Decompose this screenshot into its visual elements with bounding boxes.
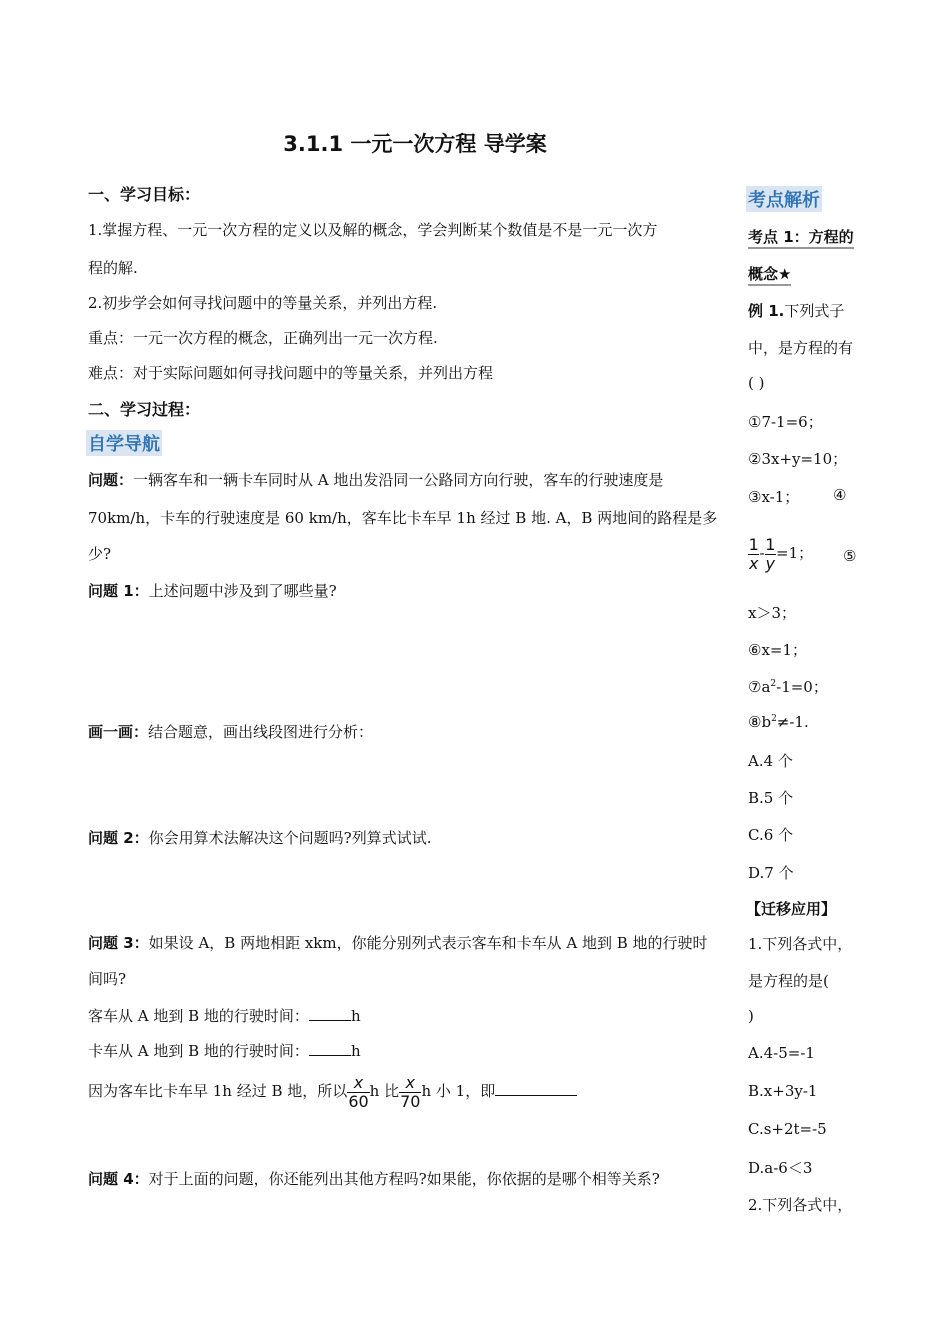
option-item-4-tail: =1； (776, 544, 814, 563)
because-text-b: h 比 (369, 1082, 400, 1101)
option-item-6: ⑥x=1； (748, 641, 808, 659)
question-3-line-1 (88, 932, 708, 953)
page-title: 3.1.1 一元一次方程 导学案 (283, 132, 547, 156)
choice-a: A.4 个 (748, 752, 793, 770)
transfer-2-line-1: 2.下列各式中， (748, 1196, 853, 1214)
question-1-label: 问题 1： (88, 582, 149, 600)
transfer-choice-c: C.s+2t=-5 (748, 1120, 827, 1138)
problem-label: 问题： (88, 471, 134, 489)
option-item-8: $⑧b^2\ne-1$. (748, 713, 809, 731)
goal-1-line-1: 1.掌握方程、一元一次方程的定义以及解的概念，学会判断某个数值是不是一元一次方 (88, 221, 658, 239)
because-text-a: 因为客车比卡车早 1h 经过 B 地，所以 (88, 1082, 348, 1101)
option-item-4: $\frac{1}{x}$ - $\frac{1}{y}$ =1； (748, 535, 814, 573)
example-1-line-1 (748, 300, 844, 321)
choice-c: C.6 个 (748, 826, 794, 844)
problem-line-1 (88, 469, 663, 490)
option-item-7: $⑦a^2-1=0$； (748, 678, 828, 696)
section-heading-process: 二、学习过程： (88, 400, 201, 419)
draw-task (88, 721, 373, 742)
transfer-1-line-2: 是方程的是( (748, 972, 829, 990)
transfer-choice-d: D.a-6＜3 (748, 1159, 813, 1177)
truck-time-blank[interactable] (309, 1055, 351, 1056)
choice-b: B.5 个 (748, 789, 794, 807)
draw-label: 画一画： (88, 723, 149, 741)
question-4-label: 问题 4： (88, 1170, 149, 1188)
option-item-5-marker: ⑤ (843, 547, 857, 565)
section-heading-goals: 一、学习目标： (88, 185, 201, 204)
choice-d: D.7 个 (748, 864, 794, 882)
problem-line-2: 70km/h，卡车的行驶速度是 60 km/h，客车比卡车早 1h 经过 B 地. A，B 两地间的路程是多 (88, 509, 718, 527)
question-1-text: 上述问题中涉及到了哪些量? (148, 582, 337, 600)
question-2-label: 问题 2： (88, 829, 149, 847)
draw-text: 结合题意，画出线段图进行分析： (148, 723, 374, 741)
transfer-heading: 【迁移应用】 (746, 900, 837, 918)
truck-time-unit: h (350, 1042, 361, 1060)
goal-2: 2.初步学会如何寻找问题中的等量关系，并列出方程. (88, 294, 438, 312)
bus-time-blank[interactable] (309, 1020, 351, 1021)
transfer-1-line-1: 1.下列各式中， (748, 935, 853, 953)
fraction-x-over-60: $\frac{x}{60}$ (348, 1073, 369, 1111)
question-2-text: 你会用算术法解决这个问题吗?列算式试试. (148, 829, 432, 847)
bus-time-label: 客车从 A 地到 B 地的行驶时间： (88, 1007, 309, 1025)
fraction-1-over-y: $\frac{1}{y}$ (765, 535, 776, 573)
question-3-label: 问题 3： (88, 934, 149, 952)
problem-text-1: 一辆客车和一辆卡车同时从 A 地出发沿同一公路同方向行驶，客车的行驶速度是 (133, 471, 664, 489)
kaodian-line-1: 考点 1：方程的 (748, 226, 854, 247)
question-1 (88, 580, 337, 601)
bus-time-row (88, 1005, 361, 1026)
option-item-5: x＞3； (748, 604, 797, 622)
option-item-2: ②3x+y=10； (748, 450, 848, 468)
example-text-1: 下列式子 (784, 302, 845, 320)
because-text-c: h 小 1，即 (421, 1082, 496, 1101)
transfer-choice-b: B.x+3y-1 (748, 1082, 818, 1100)
fraction-1-over-x: $\frac{1}{x}$ (748, 535, 759, 573)
transfer-choice-a: A.4-5=-1 (748, 1044, 815, 1062)
transfer-1-line-3: ) (748, 1007, 754, 1025)
difficulty: 难点：对于实际问题如何寻找问题中的等量关系，并列出方程 (88, 364, 494, 382)
key-point: 重点：一元一次方程的概念，正确列出一元一次方程. (88, 329, 438, 347)
equation-blank[interactable] (495, 1095, 577, 1096)
question-4 (88, 1168, 660, 1189)
option-item-4-marker: ④ (833, 486, 847, 504)
question-3-line-2: 间吗? (88, 970, 127, 988)
fraction-x-over-70: $\frac{x}{70}$ (400, 1073, 421, 1111)
self-study-label: 自学导航 (86, 430, 162, 456)
option-item-3: ③x-1； (748, 488, 800, 506)
example-1-paren: ( ) (748, 374, 765, 392)
question-3-text: 如果设 A，B 两地相距 xkm，你能分别列式表示客车和卡车从 A 地到 B 地的行驶时 (148, 934, 708, 952)
kaodian-line-2: 概念★ (748, 263, 791, 284)
side-heading: 考点解析 (746, 186, 822, 212)
truck-time-row (88, 1040, 361, 1061)
option-item-1: ①7-1=6； (748, 413, 823, 431)
question-2 (88, 827, 431, 848)
bus-time-unit: h (350, 1007, 361, 1025)
truck-time-label: 卡车从 A 地到 B 地的行驶时间： (88, 1042, 309, 1060)
example-label: 例 1. (748, 302, 785, 320)
problem-line-3: 少? (88, 545, 112, 563)
equation-row (88, 1074, 577, 1110)
goal-1-line-2: 程的解. (88, 259, 138, 277)
question-4-text: 对于上面的问题，你还能列出其他方程吗?如果能，你依据的是哪个相等关系? (148, 1170, 660, 1188)
example-1-line-2: 中，是方程的有 (748, 339, 854, 357)
